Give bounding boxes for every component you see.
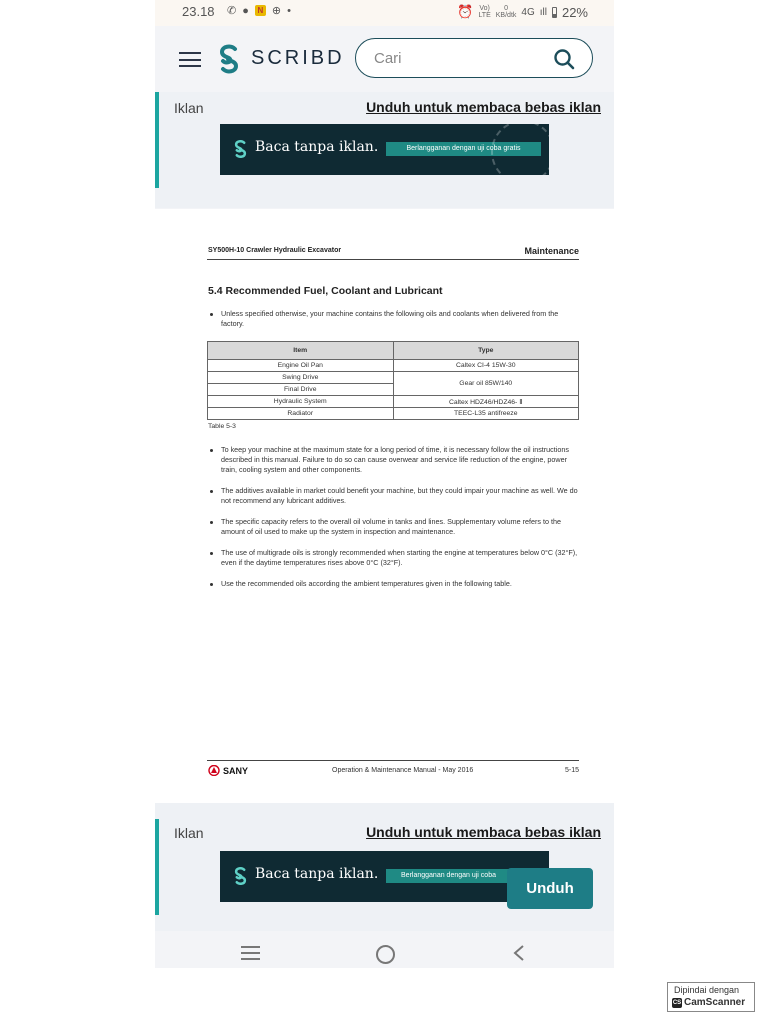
ad-banner[interactable] bbox=[220, 851, 549, 902]
bullet-dot bbox=[210, 583, 213, 586]
footer-manual-title: Operation & Maintenance Manual - May 2016 bbox=[332, 767, 474, 774]
recent-apps-icon[interactable] bbox=[241, 946, 260, 960]
search-icon[interactable] bbox=[553, 48, 575, 70]
home-icon[interactable] bbox=[376, 945, 395, 964]
spec-table bbox=[207, 341, 579, 420]
back-icon[interactable] bbox=[512, 944, 526, 962]
phone-screen bbox=[155, 0, 614, 968]
bullet-dot bbox=[210, 449, 213, 452]
search-placeholder: Cari bbox=[374, 50, 402, 67]
sany-logo-icon bbox=[208, 765, 220, 776]
app-name: SCRIBD bbox=[251, 47, 345, 69]
table-cell-item: Final Drive bbox=[208, 384, 394, 396]
doc-header-title: SY500H-10 Crawler Hydraulic Excavator bbox=[208, 247, 342, 254]
status-time: 23.18 bbox=[182, 4, 215, 19]
table-header-item: Item bbox=[208, 342, 394, 360]
watermark-line2: CS CamScanner bbox=[672, 997, 746, 1008]
scribd-mark-icon bbox=[233, 866, 248, 886]
ad-accent-bar bbox=[155, 819, 159, 915]
flash-icon: ⊕ bbox=[271, 5, 282, 17]
table-cell-item: Engine Oil Pan bbox=[208, 360, 394, 372]
intro-text: Unless specified otherwise, your machine contains the following oils and coolants when delivered from the factory. bbox=[221, 309, 559, 328]
header-divider bbox=[207, 259, 579, 260]
ad-banner-title: Baca tanpa iklan. bbox=[255, 139, 379, 155]
app-icon: N bbox=[255, 5, 266, 16]
ad-decoration bbox=[491, 124, 549, 175]
ad-free-link[interactable]: Unduh untuk membaca bebas iklan bbox=[366, 99, 601, 115]
doc-header-section: Maintenance bbox=[524, 246, 579, 256]
hamburger-menu-icon[interactable] bbox=[179, 52, 201, 67]
scribd-mark-icon bbox=[233, 139, 248, 159]
search-input[interactable] bbox=[355, 38, 593, 78]
speed-indicator: 0 KB/dtk bbox=[495, 5, 517, 19]
ad-banner[interactable] bbox=[220, 124, 549, 175]
app-header bbox=[155, 26, 614, 92]
ad-block-top bbox=[155, 92, 614, 208]
table-cell-type: Caltex CI-4 15W-30 bbox=[393, 360, 579, 372]
table-header-type: Type bbox=[393, 342, 579, 360]
footer-brand-text: SANY bbox=[223, 765, 249, 776]
ad-banner-title: Baca tanpa iklan. bbox=[255, 866, 379, 882]
ad-banner-cta[interactable]: Berlangganan dengan uji coba bbox=[386, 869, 511, 883]
table-cell-item: Radiator bbox=[208, 408, 394, 420]
bullet-text: The additives available in market could benefit your machine, but they could impair your machine as well. We do not recommend any lubricant additives. bbox=[221, 486, 578, 505]
bullet-text: The specific capacity refers to the overall oil volume in tanks and lines. Supplementary volume refers to the amount of oil used to make up the system in inspection and maintenance. bbox=[221, 517, 561, 536]
table-cell-type: TEEC-L35 antifreeze bbox=[393, 408, 579, 420]
network-type: 4G bbox=[521, 6, 535, 18]
camscanner-watermark bbox=[667, 982, 755, 1012]
android-nav-bar bbox=[155, 931, 614, 968]
table-cell-type: Caltex HDZ46/HDZ46- Ⅱ bbox=[393, 396, 579, 408]
bullet-text: To keep your machine at the maximum state for a long period of time, it is necessary follow the oil instructions described in this manual. Failure to do so can cause overwear and service life reduction of the engine, power train, cooling system and other components. bbox=[221, 445, 569, 474]
status-bar bbox=[155, 0, 614, 26]
ad-free-link[interactable]: Unduh untuk membaca bebas iklan bbox=[366, 824, 601, 840]
scribd-logo-icon bbox=[217, 44, 241, 74]
chat-icon: ● bbox=[242, 4, 249, 17]
signal-icon: ıll bbox=[539, 6, 547, 18]
alarm-icon: ⏰ bbox=[457, 4, 474, 19]
ad-block-bottom bbox=[155, 803, 614, 931]
watermark-line1: Dipindai dengan bbox=[674, 985, 740, 995]
ad-banner-cta[interactable]: Berlangganan dengan uji coba gratis bbox=[386, 142, 541, 156]
ad-accent-bar bbox=[155, 92, 159, 188]
footer-divider bbox=[207, 760, 579, 761]
volte-indicator: Vo) LTE bbox=[478, 5, 491, 19]
table-caption: Table 5-3 bbox=[208, 423, 236, 430]
table-cell-item: Swing Drive bbox=[208, 372, 394, 384]
camscanner-icon: CS bbox=[672, 999, 682, 1006]
call-icon: ✆ bbox=[227, 5, 237, 17]
table-row bbox=[208, 396, 579, 408]
table-row bbox=[208, 372, 579, 384]
battery-level: 22% bbox=[561, 4, 588, 20]
system-icons bbox=[457, 4, 588, 20]
notification-icons bbox=[227, 4, 291, 17]
dot-icon: • bbox=[287, 4, 291, 17]
bullet-text: The use of multigrade oils is strongly recommended when starting the engine at temperatures below 0°C (32°F), even if the daytime temperatures rises above 0°C (32°F). bbox=[221, 548, 578, 567]
document-page bbox=[155, 209, 614, 803]
ad-label: Iklan bbox=[174, 100, 204, 116]
table-row bbox=[208, 360, 579, 372]
bullet-dot bbox=[210, 313, 213, 316]
footer-brand bbox=[208, 765, 248, 776]
bullet-dot bbox=[210, 552, 213, 555]
bullet-dot bbox=[210, 490, 213, 493]
table-row bbox=[208, 408, 579, 420]
ad-label: Iklan bbox=[174, 825, 204, 841]
footer-page-number: 5-15 bbox=[564, 767, 579, 774]
section-title: 5.4 Recommended Fuel, Coolant and Lubricant bbox=[208, 285, 443, 297]
battery-icon bbox=[552, 7, 557, 18]
table-cell-type: Gear oil 85W/140 bbox=[393, 372, 579, 396]
download-button[interactable]: Unduh bbox=[507, 868, 593, 909]
table-cell-item: Hydraulic System bbox=[208, 396, 394, 408]
bullet-text: Use the recommended oils according the ambient temperatures given in the following table. bbox=[221, 579, 512, 588]
bullet-dot bbox=[210, 521, 213, 524]
